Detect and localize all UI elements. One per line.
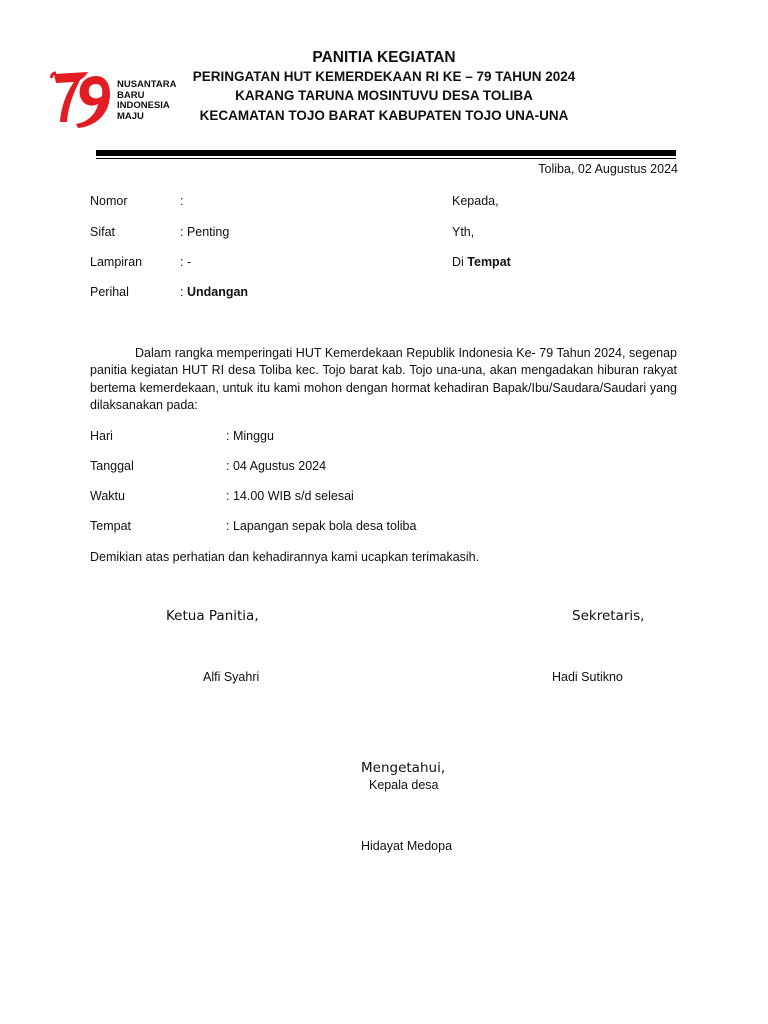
logo-line: NUSANTARA: [117, 79, 177, 90]
sekretaris-name: Hadi Sutikno: [552, 670, 623, 684]
letterhead-line-2: PERINGATAN HUT KEMERDEKAAN RI KE – 79 TAHUN 2024: [192, 69, 576, 84]
tanggal-label: Tanggal: [90, 459, 134, 473]
tanggal-value: : 04 Agustus 2024: [226, 459, 327, 473]
body-paragraph-text: Dalam rangka memperingati HUT Kemerdekaan Republik Indonesia Ke- 79 Tahun 2024, segenap panitia kegiatan HUT RI desa Toliba kec. Tojo barat kab. Tojo una-una, akan mengadakan hiburan rakyat bertema kemerdekaan, untuk itu kami mohon dengan hormat kehadiran Bapak/Ibu/Saudara/Saudari yang dilaksanakan pada:: [90, 346, 677, 412]
letterhead-line-4: KECAMATAN TOJO BARAT KABUPATEN TOJO UNA-UNA: [199, 108, 569, 123]
letterhead-title: PANITIA KEGIATAN: [312, 49, 456, 66]
body-paragraph: [90, 345, 677, 414]
lampiran-label: Lampiran: [90, 255, 143, 269]
recipient-di: Di: [452, 255, 468, 269]
nomor-label: Nomor: [90, 194, 128, 208]
ketua-title: Ketua Panitia,: [166, 608, 259, 624]
recipient-yth: Yth,: [452, 225, 475, 239]
closing-sentence: Demikian atas perhatian dan kehadirannya kami ucapkan terimakasih.: [90, 550, 480, 564]
perihal-value: Undangan: [186, 285, 249, 299]
letter-date: Toliba, 02 Augustus 2024: [538, 162, 678, 176]
logo-line: INDONESIA: [117, 100, 170, 111]
tempat-label: Tempat: [90, 519, 131, 533]
mengetahui-label: Mengetahui,: [361, 760, 446, 776]
kepala-desa-title: Kepala desa: [369, 778, 439, 792]
perihal-colon: :: [180, 285, 187, 299]
lampiran-value: : -: [180, 255, 192, 269]
tempat-value: : Lapangan sepak bola desa toliba: [226, 519, 417, 533]
logo-line: BARU: [117, 89, 145, 101]
letterhead-line-3: KARANG TARUNA MOSINTUVU DESA TOLIBA: [235, 88, 533, 103]
sifat-value: : Penting: [180, 225, 230, 239]
perihal-row: [180, 285, 248, 299]
perihal-label: Perihal: [90, 285, 129, 299]
waktu-value: : 14.00 WIB s/d selesai: [226, 489, 354, 503]
waktu-label: Waktu: [90, 489, 125, 503]
hari-label: Hari: [90, 429, 113, 443]
sekretaris-title: Sekretaris,: [572, 608, 645, 624]
kepala-desa-name: Hidayat Medopa: [361, 839, 453, 853]
nomor-value: :: [180, 194, 184, 208]
sifat-label: Sifat: [90, 225, 116, 239]
letterhead-divider-thick: [96, 150, 676, 156]
logo-line: MAJU: [117, 110, 144, 122]
letterhead-divider-thin: [96, 158, 676, 159]
ketua-name: Alfi Syahri: [203, 670, 260, 684]
hari-value: : Minggu: [226, 429, 274, 443]
recipient-address: [452, 255, 511, 269]
recipient-tempat: Tempat: [467, 255, 511, 269]
recipient-kepada: Kepada,: [452, 194, 499, 208]
